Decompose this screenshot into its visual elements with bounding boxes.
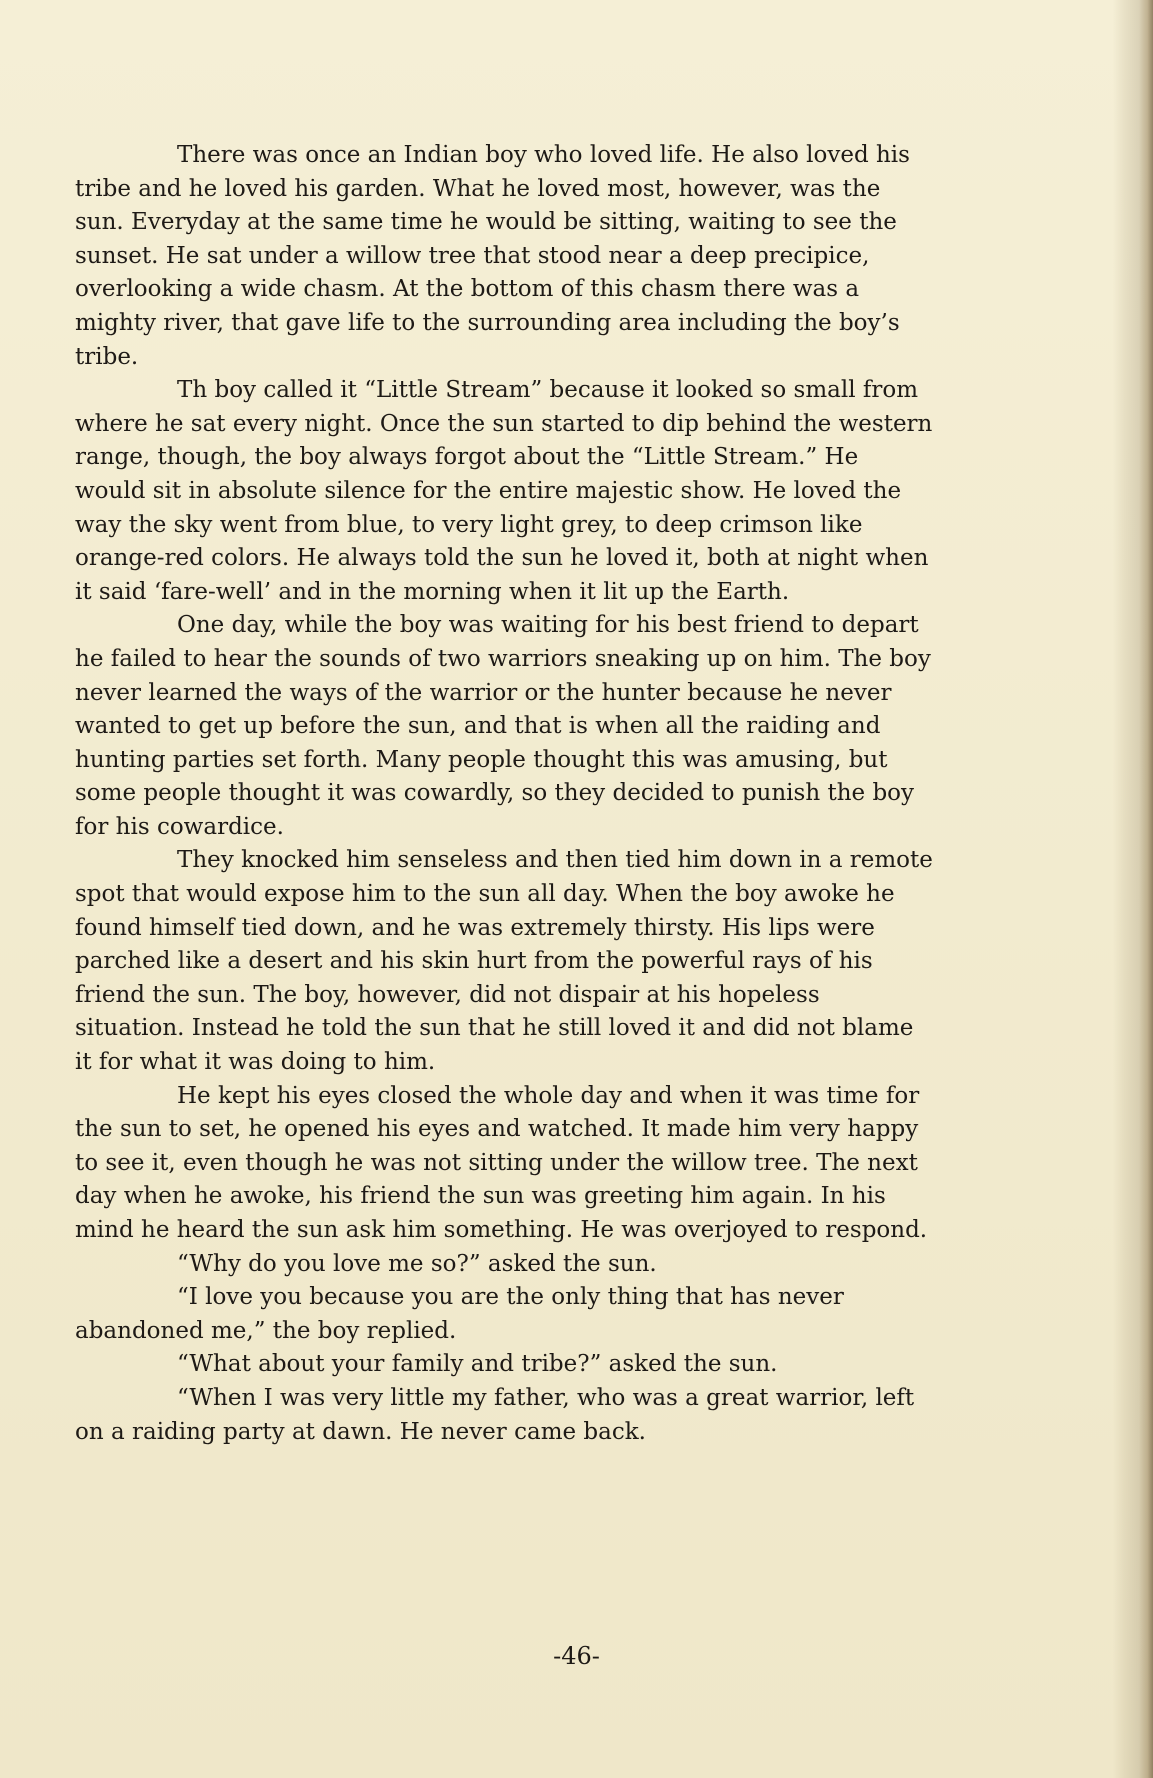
paragraph: There was once an Indian boy who loved life. He also loved his tribe and he loved his garden. What he loved most, however, was the sun. Everyday at the same time he would be sitting, waiting to see the sunset. He sat under a willow tree that stood near a deep precipice, overlooking a wide chasm. At the bottom of this chasm there was a mighty river, that gave life to the surrounding area including the boy’s tribe. bbox=[75, 142, 910, 370]
paragraph: “Why do you love me so?” asked the sun. bbox=[177, 1250, 657, 1277]
paragraph: They knocked him senseless and then tied him down in a remote spot that would expose him to the sun all day. When the boy awoke he found himself tied down, and he was extremely thirsty. His lips were parched like a desert and his skin hurt from the powerful rays of his friend the sun. The boy, however, did not dispair at his hopeless situation. Instead he told the sun that he still loved it and did not blame it for what it was doing to him. bbox=[75, 847, 933, 1076]
page-number: -46- bbox=[553, 1642, 600, 1670]
paragraph: “When I was very little my father, who was a great warrior, left on a raiding party at dawn. He never came back. bbox=[75, 1384, 915, 1445]
paragraph: “What about your family and tribe?” asked the sun. bbox=[177, 1351, 778, 1378]
paragraph: “I love you because you are the only thing that has never abandoned me,” the boy replied. bbox=[75, 1284, 844, 1344]
paragraph: One day, while the boy was waiting for his best friend to depart he failed to hear the sounds of two warriors sneaking up on him. The boy never learned the ways of the warrior or the hunter because he never wanted to get up before the sun, and that is when all the raiding and hunting parties set forth. Many people thought this was amusing, but some people thought it was cowardly, so they decided to punish the boy for his cowardice. bbox=[75, 612, 931, 840]
paragraph: Th boy called it “Little Stream” because it looked so small from where he sat every night. Once the sun started to dip behind the western range, though, the boy always forgot about the “Little Stream.” He would sit in absolute silence for the entire majestic show. He loved the way the sky went from blue, to very light grey, to deep crimson like orange-red colors. He always told the sun he loved it, both at night when it said ‘fare-well’ and in the morning when it lit up the Earth. bbox=[75, 377, 933, 605]
page-edge-shadow bbox=[1139, 0, 1153, 1778]
paragraph: He kept his eyes closed the whole day and when it was time for the sun to set, he opened his eyes and watched. It made him very happy to see it, even though he was not sitting under the willow tree. The next day when he awoke, his friend the sun was greeting him again. In his mind he heard the sun ask him something. He was overjoyed to respond. bbox=[75, 1082, 928, 1243]
story-text bbox=[75, 139, 935, 1449]
